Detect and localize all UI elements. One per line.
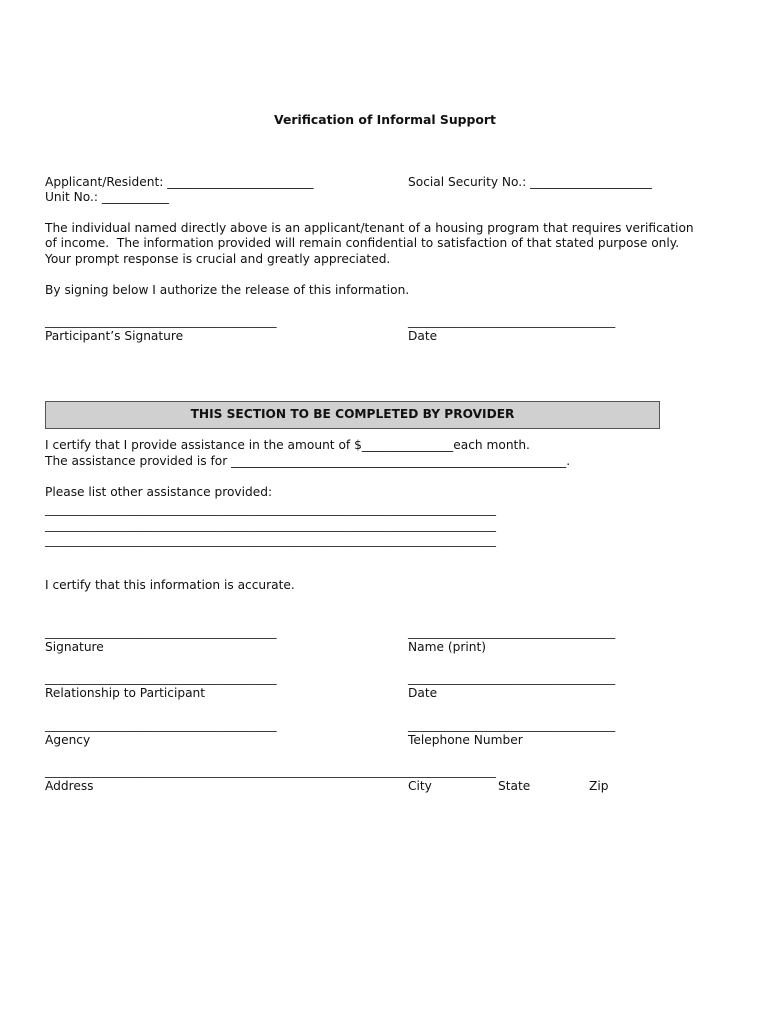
- signature-label: Signature: [45, 640, 104, 654]
- unit-number-field[interactable]: Unit No.: ___________: [45, 190, 169, 204]
- participant-signature-line[interactable]: ______________________________________: [45, 314, 277, 328]
- provider-date-line[interactable]: __________________________________: [408, 671, 616, 685]
- other-assistance-line-3[interactable]: __________________________________________________________________________: [45, 533, 496, 547]
- assistance-for-line[interactable]: The assistance provided is for _______________________________________________________.: [45, 454, 571, 468]
- telephone-label: Telephone Number: [408, 733, 523, 747]
- provider-section-banner: THIS SECTION TO BE COMPLETED BY PROVIDER: [45, 401, 660, 429]
- intro-line-3: Your prompt response is crucial and greatly appreciated.: [45, 252, 391, 266]
- intro-line-2: of income. The information provided will remain confidential to satisfaction of that stated purpose only.: [45, 236, 680, 250]
- participant-signature-label: Participant’s Signature: [45, 329, 184, 343]
- participant-date-line[interactable]: __________________________________: [408, 314, 616, 328]
- authorize-text: By signing below I authorize the release of this information.: [45, 283, 410, 297]
- applicant-resident-field[interactable]: Applicant/Resident: ________________________: [45, 175, 314, 189]
- page-title: Verification of Informal Support: [274, 112, 496, 127]
- other-assistance-line-1[interactable]: __________________________________________________________________________: [45, 502, 496, 516]
- agency-label: Agency: [45, 733, 91, 747]
- other-assistance-line-2[interactable]: __________________________________________________________________________: [45, 518, 496, 532]
- state-label: State: [498, 779, 531, 793]
- certify-accurate-text: I certify that this information is accurate.: [45, 578, 295, 592]
- relationship-line[interactable]: ______________________________________: [45, 671, 277, 685]
- relationship-label: Relationship to Participant: [45, 686, 206, 700]
- address-label: Address: [45, 779, 94, 793]
- provider-date-label: Date: [408, 686, 438, 700]
- agency-line[interactable]: ______________________________________: [45, 718, 277, 732]
- name-print-label: Name (print): [408, 640, 486, 654]
- intro-line-1: The individual named directly above is an applicant/tenant of a housing program that requires verification: [45, 221, 694, 235]
- city-label: City: [408, 779, 432, 793]
- zip-label: Zip: [589, 779, 609, 793]
- assistance-amount-line[interactable]: I certify that I provide assistance in the amount of $_______________each month.: [45, 438, 530, 452]
- participant-date-label: Date: [408, 329, 438, 343]
- ssn-field[interactable]: Social Security No.: ____________________: [408, 175, 653, 189]
- other-assistance-label: Please list other assistance provided:: [45, 485, 273, 499]
- signature-line[interactable]: ______________________________________: [45, 625, 277, 639]
- telephone-line[interactable]: __________________________________: [408, 718, 616, 732]
- address-line[interactable]: __________________________________________________________________________: [45, 764, 496, 778]
- name-print-line[interactable]: __________________________________: [408, 625, 616, 639]
